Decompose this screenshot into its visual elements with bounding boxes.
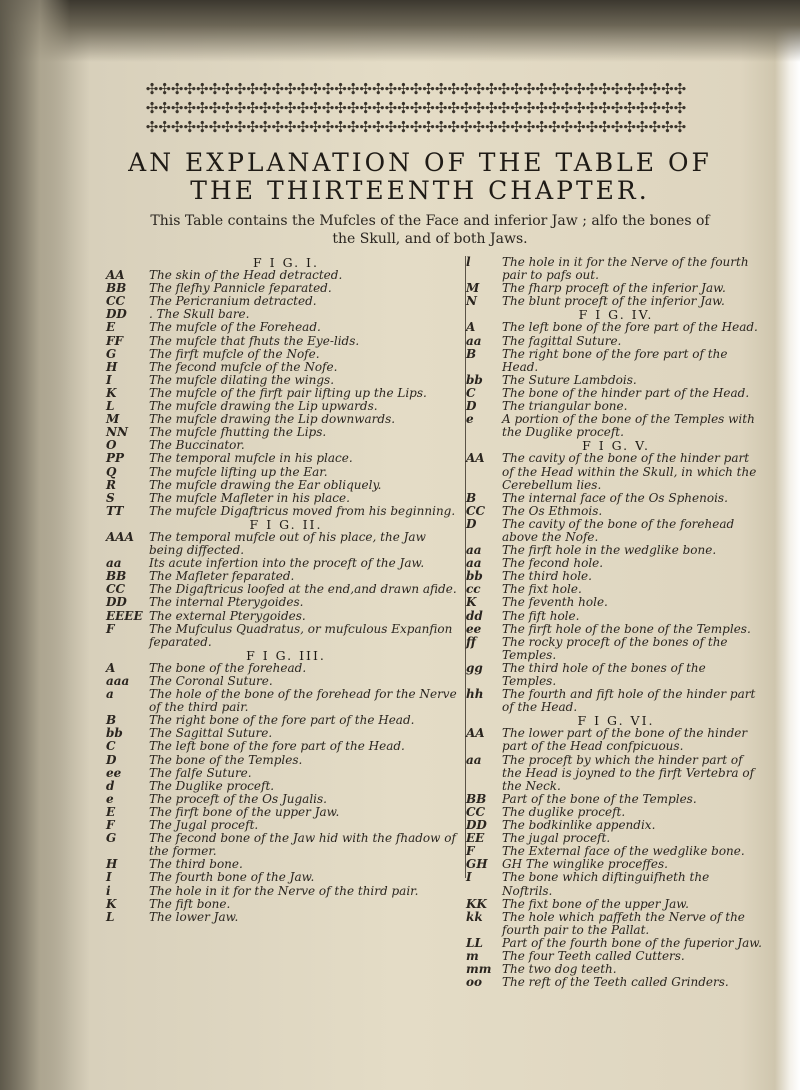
legend-text: The mufcle drawing the Lip downwards. xyxy=(149,412,396,427)
legend-text: The Suture Lambdois. xyxy=(502,372,637,387)
legend-key: EE xyxy=(466,831,485,846)
legend-text: The third bone. xyxy=(149,857,243,872)
legend-text: The proceft by which the hinder part of the Head is joyned to the firft Vertebra of the Neck. xyxy=(502,752,755,793)
legend-entry xyxy=(466,623,766,636)
left-column xyxy=(106,256,466,924)
figure-heading: F I G. VI. xyxy=(577,713,655,729)
legend-text: The hole in it for the Nerve of the fourth pair to pafs out. xyxy=(502,255,749,283)
legend-key: CC xyxy=(106,582,126,597)
legend-key: K xyxy=(106,896,117,911)
legend-key: hh xyxy=(466,687,484,702)
legend-entry xyxy=(466,662,766,688)
legend-text: The Mafleter feparated. xyxy=(149,569,295,584)
legend-key: kk xyxy=(466,909,483,924)
legend-key: cc xyxy=(466,582,481,597)
legend-key: B xyxy=(466,490,477,505)
legend-entry xyxy=(106,754,466,767)
legend-entry xyxy=(466,754,766,793)
legend-key: dd xyxy=(466,608,483,623)
legend-key: M xyxy=(106,412,120,427)
legend-text: The Digaftricus loofed at the end,and drawn afide. xyxy=(149,582,457,597)
legend-text: The hole in it for the Nerve of the third pair. xyxy=(149,883,419,898)
legend-text: The fixt bone of the upper Jaw. xyxy=(502,896,689,911)
legend-key: NN xyxy=(106,425,128,440)
legend-text: The jugal proceft. xyxy=(502,831,611,846)
intro-text: This Table contains the Mufcles of the Face and inferior Jaw ; alfo the bones of the Skull, and of both Jaws. xyxy=(150,213,710,247)
legend-text: The fourth and fift hole of the hinder part of the Head. xyxy=(502,687,756,715)
legend-entry xyxy=(106,832,466,858)
legend-key: CC xyxy=(466,503,486,518)
legend-key: PP xyxy=(106,451,125,466)
figure-heading: F I G. I. xyxy=(253,255,319,270)
legend-entry xyxy=(106,335,466,348)
legend-text: GH The winglike proceffes. xyxy=(502,857,668,872)
legend-text: The fagittal Suture. xyxy=(502,333,622,348)
legend-text: The third hole of the bones of the Temples. xyxy=(502,660,706,688)
legend-entry xyxy=(106,688,466,714)
legend-text: The external Pterygoides. xyxy=(149,608,306,623)
legend-key: O xyxy=(106,438,117,453)
legend-key: F xyxy=(106,621,115,636)
legend-key: BB xyxy=(106,281,127,296)
legend-key: ff xyxy=(466,634,476,649)
legend-key: m xyxy=(466,948,479,963)
legend-text: The fecond mufcle of the Nofe. xyxy=(149,359,338,374)
legend-entry xyxy=(106,452,466,465)
legend-key: l xyxy=(466,255,471,269)
legend-text: The left bone of the fore part of the Head. xyxy=(149,739,405,754)
legend-text: The mufcle of the Forehead. xyxy=(149,320,321,335)
legend-key: L xyxy=(106,909,115,924)
legend-key: aa xyxy=(466,543,482,558)
legend-entry xyxy=(106,740,466,753)
legend-entry xyxy=(466,596,766,609)
legend-key: G xyxy=(106,831,117,846)
legend-entry xyxy=(106,492,466,505)
legend-entry xyxy=(106,793,466,806)
legend-text: The duglike proceft. xyxy=(502,804,626,819)
legend-key: aa xyxy=(106,556,122,571)
figure-heading: F I G. IV. xyxy=(578,307,654,323)
legend-entry xyxy=(466,911,766,937)
legend-key: bb xyxy=(466,372,483,387)
legend-entry xyxy=(106,466,466,479)
legend-text: The temporal mufcle out of his place, the Jaw being diffected. xyxy=(149,529,426,558)
legend-text: The firft mufcle of the Nofe. xyxy=(149,346,320,361)
legend-text: The bone of the forehead. xyxy=(149,660,307,675)
legend-text: The blunt proceft of the inferior Jaw. xyxy=(502,294,725,309)
legend-entry xyxy=(466,898,766,911)
legend-key: F xyxy=(106,818,115,833)
legend-key: mm xyxy=(466,962,492,977)
legend-text: The firft hole of the bone of the Temples. xyxy=(502,621,751,636)
legend-entry xyxy=(106,623,466,649)
legend-key: GH xyxy=(466,857,488,872)
legend-entry xyxy=(106,871,466,884)
legend-entry xyxy=(466,321,766,334)
legend-text: The falfe Suture. xyxy=(149,765,252,780)
legend-text: The two dog teeth. xyxy=(502,962,617,977)
legend-key: DD xyxy=(106,307,127,322)
legend-key: bb xyxy=(106,726,123,741)
legend-entry xyxy=(466,505,766,518)
legend-key: i xyxy=(106,883,111,898)
legend-key: A xyxy=(466,320,476,335)
legend-entry xyxy=(106,531,466,557)
legend-text: Part of the fourth bone of the fuperior Jaw. xyxy=(502,935,762,950)
legend-entry xyxy=(106,596,466,609)
legend-text: The bodkinlike appendix. xyxy=(502,818,656,833)
legend-entry xyxy=(106,767,466,780)
legend-entry xyxy=(106,374,466,387)
legend-key: gg xyxy=(466,660,483,675)
legend-key: N xyxy=(466,294,477,309)
legend-text: The temporal mufcle in his place. xyxy=(149,451,353,466)
legend-key: I xyxy=(106,870,112,885)
legend-key: a xyxy=(106,687,114,702)
legend-key: bb xyxy=(466,569,483,584)
legend-key: Q xyxy=(106,464,117,479)
legend-key: aaa xyxy=(106,674,130,688)
legend-text: The mufcle Mafleter in his place. xyxy=(149,490,350,505)
legend-text: A portion of the bone of the Temples with the Duglike proceft. xyxy=(502,412,755,440)
legend-key: aa xyxy=(466,333,482,348)
legend-text: Part of the bone of the Temples. xyxy=(502,791,697,806)
legend-entry xyxy=(106,898,466,911)
legend-text: The skin of the Head detracted. xyxy=(149,268,343,283)
legend-text: The lower Jaw. xyxy=(149,909,239,924)
legend-entry xyxy=(466,871,766,897)
legend-text: The Pericranium detracted. xyxy=(149,294,317,309)
legend-key: D xyxy=(466,399,477,414)
legend-text: The mufcle dilating the wings. xyxy=(149,372,335,387)
figure-heading: F I G. III. xyxy=(246,647,326,663)
legend-entry xyxy=(466,335,766,348)
legend-key: CC xyxy=(106,294,126,309)
legend-entry xyxy=(106,361,466,374)
legend-key: K xyxy=(106,385,117,400)
legend-key: B xyxy=(106,713,117,728)
legend-entry xyxy=(466,976,766,989)
legend-text: The External face of the wedglike bone. xyxy=(502,844,745,859)
legend-key: TT xyxy=(106,503,124,518)
legend-key: CC xyxy=(466,804,486,819)
legend-key: D xyxy=(466,516,477,531)
binding-shadow-top xyxy=(0,0,800,62)
legend-text: The fecond bone of the Jaw hid with the fhadow of the former. xyxy=(149,831,456,859)
legend-key: DD xyxy=(466,818,487,833)
legend-text: The triangular bone. xyxy=(502,399,628,414)
legend-key: S xyxy=(106,490,115,505)
legend-key: E xyxy=(106,320,116,335)
legend-text: The fourth bone of the Jaw. xyxy=(149,870,315,885)
legend-text: The reft of the Teeth called Grinders. xyxy=(502,975,729,990)
legend-entry xyxy=(106,911,466,924)
heading-line-1: AN EXPLANATION OF THE TABLE OF xyxy=(128,148,712,177)
ornament-row-1: ✣✣✣✣✣✣✣✣✣✣✣✣✣✣✣✣✣✣✣✣✣✣✣✣✣✣✣✣✣✣✣✣✣✣✣✣✣✣✣✣✣✣✣ xyxy=(145,80,687,98)
legend-text: The mufcle that fhuts the Eye-lids. xyxy=(149,333,360,348)
legend-key: A xyxy=(106,660,116,675)
legend-key: L xyxy=(106,399,115,414)
legend-text: The mufcle lifting up the Ear. xyxy=(149,464,328,479)
legend-key: I xyxy=(106,372,112,387)
legend-key: AA xyxy=(106,268,125,283)
legend-text: The flefhy Pannicle feparated. xyxy=(149,281,332,296)
legend-entry xyxy=(466,688,766,714)
legend-key: oo xyxy=(466,975,483,990)
legend-text: The Coronal Suture. xyxy=(149,674,273,688)
legend-entry xyxy=(106,348,466,361)
legend-text: The feventh hole. xyxy=(502,595,608,610)
legend-key: aa xyxy=(466,556,482,571)
legend-text: The right bone of the fore part of the Head. xyxy=(502,346,728,374)
heading-line-2: THE THIRTEENTH CHAPTER. xyxy=(190,176,650,205)
legend-entry xyxy=(106,780,466,793)
legend-entry xyxy=(466,492,766,505)
legend-key: EEEE xyxy=(106,608,143,623)
legend-text: The fecond hole. xyxy=(502,556,604,571)
legend-text: The internal Pterygoides. xyxy=(149,595,304,610)
legend-text: The Mufculus Quadratus, or mufculous Expanfion feparated. xyxy=(149,621,453,649)
legend-text: The left bone of the fore part of the Head. xyxy=(502,320,758,335)
binding-shadow-left xyxy=(0,0,70,1090)
legend-text: The Os Ethmois. xyxy=(502,503,603,518)
legend-text: The rocky proceft of the bones of the Temples. xyxy=(502,634,728,662)
legend-text: The four Teeth called Cutters. xyxy=(502,948,685,963)
legend-entry xyxy=(466,636,766,662)
legend-entry xyxy=(466,727,766,753)
legend-key: D xyxy=(106,752,117,767)
legend-text: The Jugal proceft. xyxy=(149,818,259,833)
legend-entry xyxy=(106,479,466,492)
legend-text: The mufcle drawing the Ear obliquely. xyxy=(149,477,382,492)
legend-text: The fift bone. xyxy=(149,896,231,911)
legend-key: F xyxy=(466,844,475,859)
legend-key: I xyxy=(466,870,472,885)
figure-heading: F I G. V. xyxy=(582,438,650,454)
legend-entry xyxy=(106,505,466,518)
legend-text: The firft hole in the wedglike bone. xyxy=(502,543,717,558)
legend-key: C xyxy=(106,739,116,754)
legend-key: B xyxy=(466,346,477,361)
legend-entry xyxy=(106,321,466,334)
legend-key: d xyxy=(106,778,115,793)
legend-text: The Sagittal Suture. xyxy=(149,726,273,741)
legend-key: AA xyxy=(466,726,485,741)
legend-text: . The Skull bare. xyxy=(149,307,250,322)
legend-text: The firft bone of the upper Jaw. xyxy=(149,804,340,819)
right-column xyxy=(466,256,766,989)
legend-text: The internal face of the Os Sphenois. xyxy=(502,490,728,505)
legend-key: AA xyxy=(466,451,485,466)
legend-key: E xyxy=(106,804,116,819)
legend-key: BB xyxy=(106,569,127,584)
legend-key: ee xyxy=(106,765,122,780)
legend-text: The bone of the hinder part of the Head. xyxy=(502,385,750,400)
legend-key: G xyxy=(106,346,117,361)
figure-heading: F I G. II. xyxy=(249,516,323,532)
legend-text: The fift hole. xyxy=(502,608,580,623)
legend-text: The bone which diftinguifheth the Noftrils. xyxy=(502,870,710,898)
legend-entry xyxy=(466,413,766,439)
legend-entry xyxy=(466,610,766,623)
legend-key: KK xyxy=(466,896,487,911)
legend-text: The mufcle of the firft pair lifting up the Lips. xyxy=(149,385,427,400)
legend-entry xyxy=(466,256,766,282)
legend-key: LL xyxy=(466,935,483,950)
legend-text: The mufcle drawing the Lip upwards. xyxy=(149,399,378,414)
ornament-row-3: ✣✣✣✣✣✣✣✣✣✣✣✣✣✣✣✣✣✣✣✣✣✣✣✣✣✣✣✣✣✣✣✣✣✣✣✣✣✣✣✣✣✣✣ xyxy=(145,118,687,136)
legend-entry xyxy=(106,610,466,623)
legend-text: The cavity of the bone of the forehead above the Nofe. xyxy=(502,516,735,544)
ornament-row-2: ✣✣✣✣✣✣✣✣✣✣✣✣✣✣✣✣✣✣✣✣✣✣✣✣✣✣✣✣✣✣✣✣✣✣✣✣✣✣✣✣✣✣✣ xyxy=(145,99,687,117)
legend-text: The cavity of the bone of the hinder part of the Head within the Skull, in which the Cerebellum lies. xyxy=(502,451,757,492)
legend-key: R xyxy=(106,477,116,492)
legend-text: Its acute infertion into the proceft of the Jaw. xyxy=(149,556,425,571)
legend-key: aa xyxy=(466,752,482,767)
legend-entry xyxy=(466,793,766,806)
legend-key: ee xyxy=(466,621,482,636)
legend-text: The lower part of the bone of the hinder part of the Head confpicuous. xyxy=(502,726,748,754)
legend-text: The bone of the Temples. xyxy=(149,752,303,767)
legend-text: The proceft of the Os Jugalis. xyxy=(149,791,327,806)
legend-text: The hole which paffeth the Nerve of the fourth pair to the Pallat. xyxy=(502,909,745,937)
legend-key: K xyxy=(466,595,477,610)
legend-key: e xyxy=(466,412,474,427)
legend-text: The Buccinator. xyxy=(149,438,245,453)
legend-key: e xyxy=(106,791,114,806)
legend-key: H xyxy=(106,857,118,872)
legend-entry xyxy=(466,937,766,950)
legend-text: The mufcle fhutting the Lips. xyxy=(149,425,327,440)
legend-text: The mufcle Digaftricus moved from his beginning. xyxy=(149,503,456,518)
legend-entry xyxy=(466,518,766,544)
legend-entry xyxy=(466,374,766,387)
legend-entry xyxy=(466,452,766,491)
legend-text: The fixt hole. xyxy=(502,582,582,597)
legend-text: The right bone of the fore part of the Head. xyxy=(149,713,415,728)
legend-key: C xyxy=(466,385,476,400)
legend-key: BB xyxy=(466,791,487,806)
legend-key: M xyxy=(466,281,480,296)
legend-entry xyxy=(466,348,766,374)
legend-text: The third hole. xyxy=(502,569,592,584)
legend-text: The fharp proceft of the inferior Jaw. xyxy=(502,281,726,296)
legend-key: DD xyxy=(106,595,127,610)
legend-entry xyxy=(106,885,466,898)
legend-key: FF xyxy=(106,333,124,348)
legend-text: The Duglike proceft. xyxy=(149,778,275,793)
legend-text: The hole of the bone of the forehead for the Nerve of the third pair. xyxy=(149,687,457,715)
legend-key: H xyxy=(106,359,118,374)
legend-key: AAA xyxy=(106,529,134,544)
